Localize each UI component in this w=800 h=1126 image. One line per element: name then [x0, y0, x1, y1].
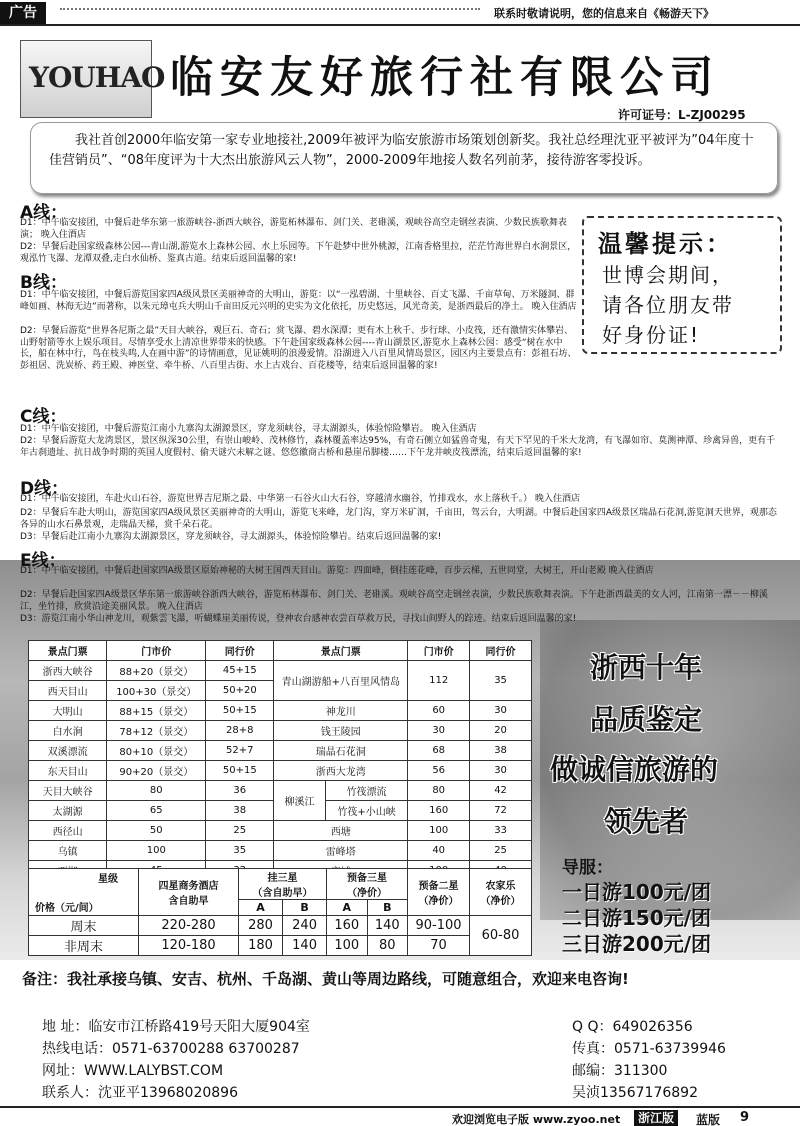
sub-header: A	[239, 900, 283, 916]
tips-line: 世博会期间，	[602, 263, 734, 287]
cell: 35	[470, 661, 532, 701]
cell: 80	[408, 781, 470, 801]
col-header-line: 四星商务酒店	[158, 881, 219, 892]
cell: 太湖源	[29, 801, 107, 821]
cell: 钱王陵园	[274, 721, 408, 741]
cell: 天目大峡谷	[29, 781, 107, 801]
website-link[interactable]: 网址：WWW.LALYBST.COM	[42, 1063, 224, 1079]
table-row	[29, 661, 532, 681]
route-b-title: B线：	[20, 273, 67, 293]
col-header	[408, 869, 470, 916]
cell: 33	[470, 821, 532, 841]
route-d-day3: D3：早餐后赴江南小九寨沟太湖源景区，穿龙须峡谷，寻太湖源头，体验惊险攀岩。结束后返回温馨的家!	[20, 532, 442, 542]
cell: 50+15	[206, 701, 274, 721]
cell: 72	[470, 801, 532, 821]
col-header-line: （净价）	[480, 896, 521, 907]
address: 地 址：临安市江桥路419号天阳大厦904室	[42, 1019, 310, 1035]
route-a-day1: D1：中午临安接团，中餐后赴华东第一旅游峡谷-浙西大峡谷，游览柘林瀑布、剑门关、老碓溪，观峡谷高空走钢丝表演、少数民族歌舞表演； 晚入住酒店	[20, 218, 567, 240]
cell: 非周末	[29, 936, 139, 956]
cell: 60-80	[470, 916, 532, 956]
cell: 西天目山	[29, 681, 107, 701]
col-header-line: 农家乐	[485, 881, 516, 892]
guide-price: 三日游200元/团	[562, 932, 712, 956]
cell: 160	[408, 801, 470, 821]
footer-url[interactable]: 欢迎浏览电子版 www.zyoo.net	[452, 1113, 621, 1126]
postcode: 邮编：311300	[572, 1063, 668, 1079]
cell: 100	[327, 936, 367, 956]
tips-body	[602, 260, 734, 350]
cell: 100	[408, 821, 470, 841]
col-header	[327, 869, 408, 900]
table-row	[29, 781, 532, 801]
cell: 东天目山	[29, 761, 107, 781]
col-header	[470, 869, 532, 916]
cell: 雷峰塔	[274, 841, 408, 861]
route-b-day1: D1：中午临安接团，中餐后游览国家四A级风景区美丽神奇的大明山，游览：以“一泓碧湖、十里峡谷、百丈飞瀑、千亩草甸、万米隧洞、群峰如画、林海无边”而著称，以朱元璋屯兵大明山千亩田反元兴明的史实为文化依托，历史悠远，风光奇美，是浙西最后的净土。 晚入住酒店	[20, 290, 577, 312]
cell: 60	[408, 701, 470, 721]
cell: 白水涧	[29, 721, 107, 741]
route-d-day2: D2：早餐后车赴大明山，游览国家四A级风景区美丽神奇的大明山，游览飞来峰，龙门沟，穿万米矿洞，千亩田，驾云台，大明湖。中餐后赴国家四A级景区瑞晶石花洞,游览洞天世界，观那态各异的山水石鼻景观，走瑞晶天梯，赏千朵石花。	[20, 508, 777, 530]
route-a-day2: D2：早餐后赴国家级森林公园---青山湖,游览水上森林公园、水上乐园等。下午赴梦中世外桃源，江南香格里拉，茫茫竹海世界白水涧景区，观泓竹飞瀑、龙潭双叠,走白水仙桥、鉴真古道。结束后返回温馨的家!	[20, 242, 577, 264]
cell: 西塘	[274, 821, 408, 841]
cell: 双溪漂流	[29, 741, 107, 761]
cell: 大明山	[29, 701, 107, 721]
hotline: 热线电话：0571-63700288 63700287	[42, 1041, 300, 1057]
qq: Q Q：649026356	[572, 1019, 693, 1035]
table-row	[29, 916, 532, 936]
route-b-day2: D2：早餐后游览“世界各尼斯之最”天目大峡谷，观巨石、奇石；赏飞瀑、碧水深潭；更有木上秋千、步行球、小皮筏，还有激情实体攀岩、山野射箭等水上娱乐项目。尽情享受水上清凉世界带来的快感。下午赴国家级森林公园----青山湖景区,游览水上森林公园：感受“树在水中长，船在林中行，鸟在枝头鸣,人在画中游”的诗情画意，见证姚明的浪漫爱情。沿湖进入八百里风情岛景区，园区内主要景点有：彭祖石坊、彭祖居、洗炭桥、药王殿、神医堂、牵牛桥、八百里古街、水上古戏台、百花楼等，结束后返回温馨的家!	[20, 326, 577, 371]
table-header-row	[29, 641, 532, 661]
table-row	[29, 821, 532, 841]
col-header: 景点门票	[274, 641, 408, 661]
top-bar	[0, 0, 800, 26]
company-name: 临安友好旅行社有限公司	[170, 53, 720, 103]
sub-header: A	[327, 900, 367, 916]
table-row	[29, 721, 532, 741]
license-number: 许可证号：L-ZJ00295	[618, 108, 746, 122]
route-d-title: D线：	[20, 479, 69, 499]
col-header: 同行价	[206, 641, 274, 661]
top-divider	[60, 8, 480, 18]
slogan-line: 浙西十年	[590, 651, 703, 684]
route-e-title: E线：	[20, 551, 66, 571]
cell: 280	[239, 916, 283, 936]
cell: 25	[470, 841, 532, 861]
col-header: 门市价	[107, 641, 206, 661]
cell: 90+20（景交）	[107, 761, 206, 781]
logo-text: YOUHAO	[29, 61, 165, 94]
company-logo	[20, 40, 165, 118]
cell: 30	[408, 721, 470, 741]
cell: 竹筏+小山峡	[325, 801, 407, 821]
col-header-line: 挂三星	[267, 873, 298, 884]
col-header-line: （净价）	[418, 896, 459, 907]
cell: 80	[107, 781, 206, 801]
route-c-title: C线：	[20, 407, 67, 427]
cell: 柳溪江	[274, 781, 326, 821]
cell: 神龙川	[274, 701, 408, 721]
cell: 80+10（景交）	[107, 741, 206, 761]
cell: 180	[239, 936, 283, 956]
col-header-line: 含自助早	[168, 896, 209, 907]
cell: 38	[470, 741, 532, 761]
guide-label: 导服：	[562, 858, 613, 878]
tips-line: 好身份证!	[602, 323, 701, 347]
contact-wu: 吴浈13567176892	[572, 1085, 698, 1101]
col-header	[239, 869, 327, 900]
version-label: 蓝版	[696, 1113, 721, 1126]
col-header	[139, 869, 239, 916]
table-row	[29, 841, 532, 861]
cell: 25	[206, 821, 274, 841]
sub-header: B	[367, 900, 407, 916]
sub-header: B	[283, 900, 327, 916]
cell: 112	[408, 661, 470, 701]
edition-tag: 浙江版	[634, 1110, 678, 1126]
ad-tag: 广告	[0, 2, 46, 24]
col-header: 景点门票	[29, 641, 107, 661]
cell: 160	[327, 916, 367, 936]
cell: 65	[107, 801, 206, 821]
route-e-day1: D1：中午临安接团，中餐后赴国家四A级景区原始神秘的大树王国西天目山。游览：四面峰，倒挂莲花峰，百步云梯，五世同堂，大树王，开山老殿 晚入住酒店	[20, 566, 654, 576]
cell: 35	[206, 841, 274, 861]
cell: 28+8	[206, 721, 274, 741]
cell: 56	[408, 761, 470, 781]
cell: 90-100	[408, 916, 470, 936]
tips-title: 温馨提示：	[598, 230, 733, 258]
cell: 68	[408, 741, 470, 761]
cell: 50+20	[206, 681, 274, 701]
cell: 88+15（景交）	[107, 701, 206, 721]
cell: 120-180	[139, 936, 239, 956]
route-d-day1: D1：中午临安接团，车赴火山石谷，游览世界吉尼斯之最、中华第一石谷火山大石谷，穿越清水幽谷，竹排戏水，水上落秋千。） 晚入住酒店	[20, 494, 581, 504]
col-header: 同行价	[470, 641, 532, 661]
route-e-day2: D2：早餐后赴国家四A级景区华东第一旅游峡谷浙西大峡谷，游览柘林瀑布、剑门关、老碓溪。观峡谷高空走钢丝表演，少数民族歌舞表演。下午赴浙西最美的女人河，江南第一漂－－柳溪江，坐竹排，欣赏沿途美丽风景。 晚入住酒店	[20, 590, 768, 612]
cell: 100	[107, 841, 206, 861]
remark-note: 备注：我社承接乌镇、安吉、杭州、千岛湖、黄山等周边路线，可随意组合，欢迎来电咨询!	[22, 970, 629, 988]
cell: 30	[470, 761, 532, 781]
cell: 140	[283, 936, 327, 956]
cell: 45+15	[206, 661, 274, 681]
page-number: 9	[740, 1110, 750, 1125]
slogan-line: 品质鉴定	[590, 703, 703, 736]
guide-price: 一日游100元/团	[562, 880, 712, 904]
cell: 乌镇	[29, 841, 107, 861]
cell: 78+12（景交）	[107, 721, 206, 741]
price-label: 价格（元/间）	[35, 903, 99, 914]
col-header: 门市价	[408, 641, 470, 661]
cell: 80	[367, 936, 407, 956]
cell: 38	[206, 801, 274, 821]
hotel-price-table	[28, 868, 532, 956]
star-price-header	[29, 869, 139, 916]
table-row	[29, 701, 532, 721]
footer-bar	[0, 1106, 800, 1126]
cell: 52+7	[206, 741, 274, 761]
cell: 50	[107, 821, 206, 841]
route-c-day1: D1：中午临安接团，中餐后游览江南小九寨沟太湖源景区，穿龙须峡谷，寻太湖源头，体验惊险攀岩。 晚入住酒店	[20, 424, 477, 434]
table-row	[29, 761, 532, 781]
cell: 周末	[29, 916, 139, 936]
cell: 青山湖游船+八百里风情岛	[274, 661, 408, 701]
cell: 竹筏漂流	[325, 781, 407, 801]
cell: 240	[283, 916, 327, 936]
col-header-line: 预备三星	[347, 873, 388, 884]
cell: 42	[470, 781, 532, 801]
cell: 100+30（景交）	[107, 681, 206, 701]
col-header-line: 预备二星	[418, 881, 459, 892]
cell: 30	[470, 701, 532, 721]
route-a-title: A线：	[20, 203, 68, 223]
table-row	[29, 741, 532, 761]
company-intro: 我社首创2000年临安第一家专业地接社,2009年被评为临安旅游市场策划创新奖。我社总经理沈亚平被评为”04年度十佳营销员”、“08年度评为十大杰出旅游风云人物”，2000-2009年地接人数名列前茅，接待游客零投诉。	[30, 122, 778, 194]
cell: 浙西大峡谷	[29, 661, 107, 681]
warm-tips-box	[582, 216, 782, 354]
cell: 浙西大龙湾	[274, 761, 408, 781]
source-notice: 联系时敬请说明，您的信息来自《畅游天下》	[494, 7, 714, 20]
cell: 40	[408, 841, 470, 861]
cell: 220-280	[139, 916, 239, 936]
cell: 140	[367, 916, 407, 936]
contact-person: 联系人：沈亚平13968020896	[42, 1085, 238, 1101]
slogan-line: 做诚信旅游的	[550, 753, 719, 786]
star-label: 星级	[98, 874, 118, 885]
route-e-day3: D3：游览江南小华山神龙川，观紫雲飞瀑，听蝴蝶崖美丽传说，登神农台感神农尝百草救万民，寻找山间野人的踪迹。结束后返回温馨的家!	[20, 614, 577, 624]
guide-price: 二日游150元/团	[562, 906, 712, 930]
fax: 传真：0571-63739946	[572, 1041, 726, 1057]
cell: 88+20（景交）	[107, 661, 206, 681]
ticket-price-table	[28, 640, 532, 881]
route-c-day2: D2：早餐后游览大龙湾景区，景区纵深30公里，有崇山峻岭、茂林修竹，森林覆盖率达95%，有奇石侧立如猛兽奇鬼，有天下罕见的千米大龙湾，有飞瀑如帘、莫测神潭、珍禽异兽，更有千年古刹遗址、抗日战争时期的英国人度假村、偷天谜穴未解之谜、悠悠徽商古桥和悬崖吊脚楼……下午龙井峡皮筏漂流，结束后返回温馨的家!	[20, 436, 776, 458]
slogan-line: 领先者	[604, 805, 689, 838]
cell: 50+15	[206, 761, 274, 781]
cell: 瑞晶石花洞	[274, 741, 408, 761]
col-header-line: （净价）	[347, 888, 388, 899]
cell: 36	[206, 781, 274, 801]
cell: 70	[408, 936, 470, 956]
table-row	[29, 936, 532, 956]
cell: 西径山	[29, 821, 107, 841]
cell: 20	[470, 721, 532, 741]
tips-line: 请各位朋友带	[602, 293, 734, 317]
table-header-row	[29, 869, 532, 888]
col-header-line: （含自助早）	[252, 888, 313, 899]
